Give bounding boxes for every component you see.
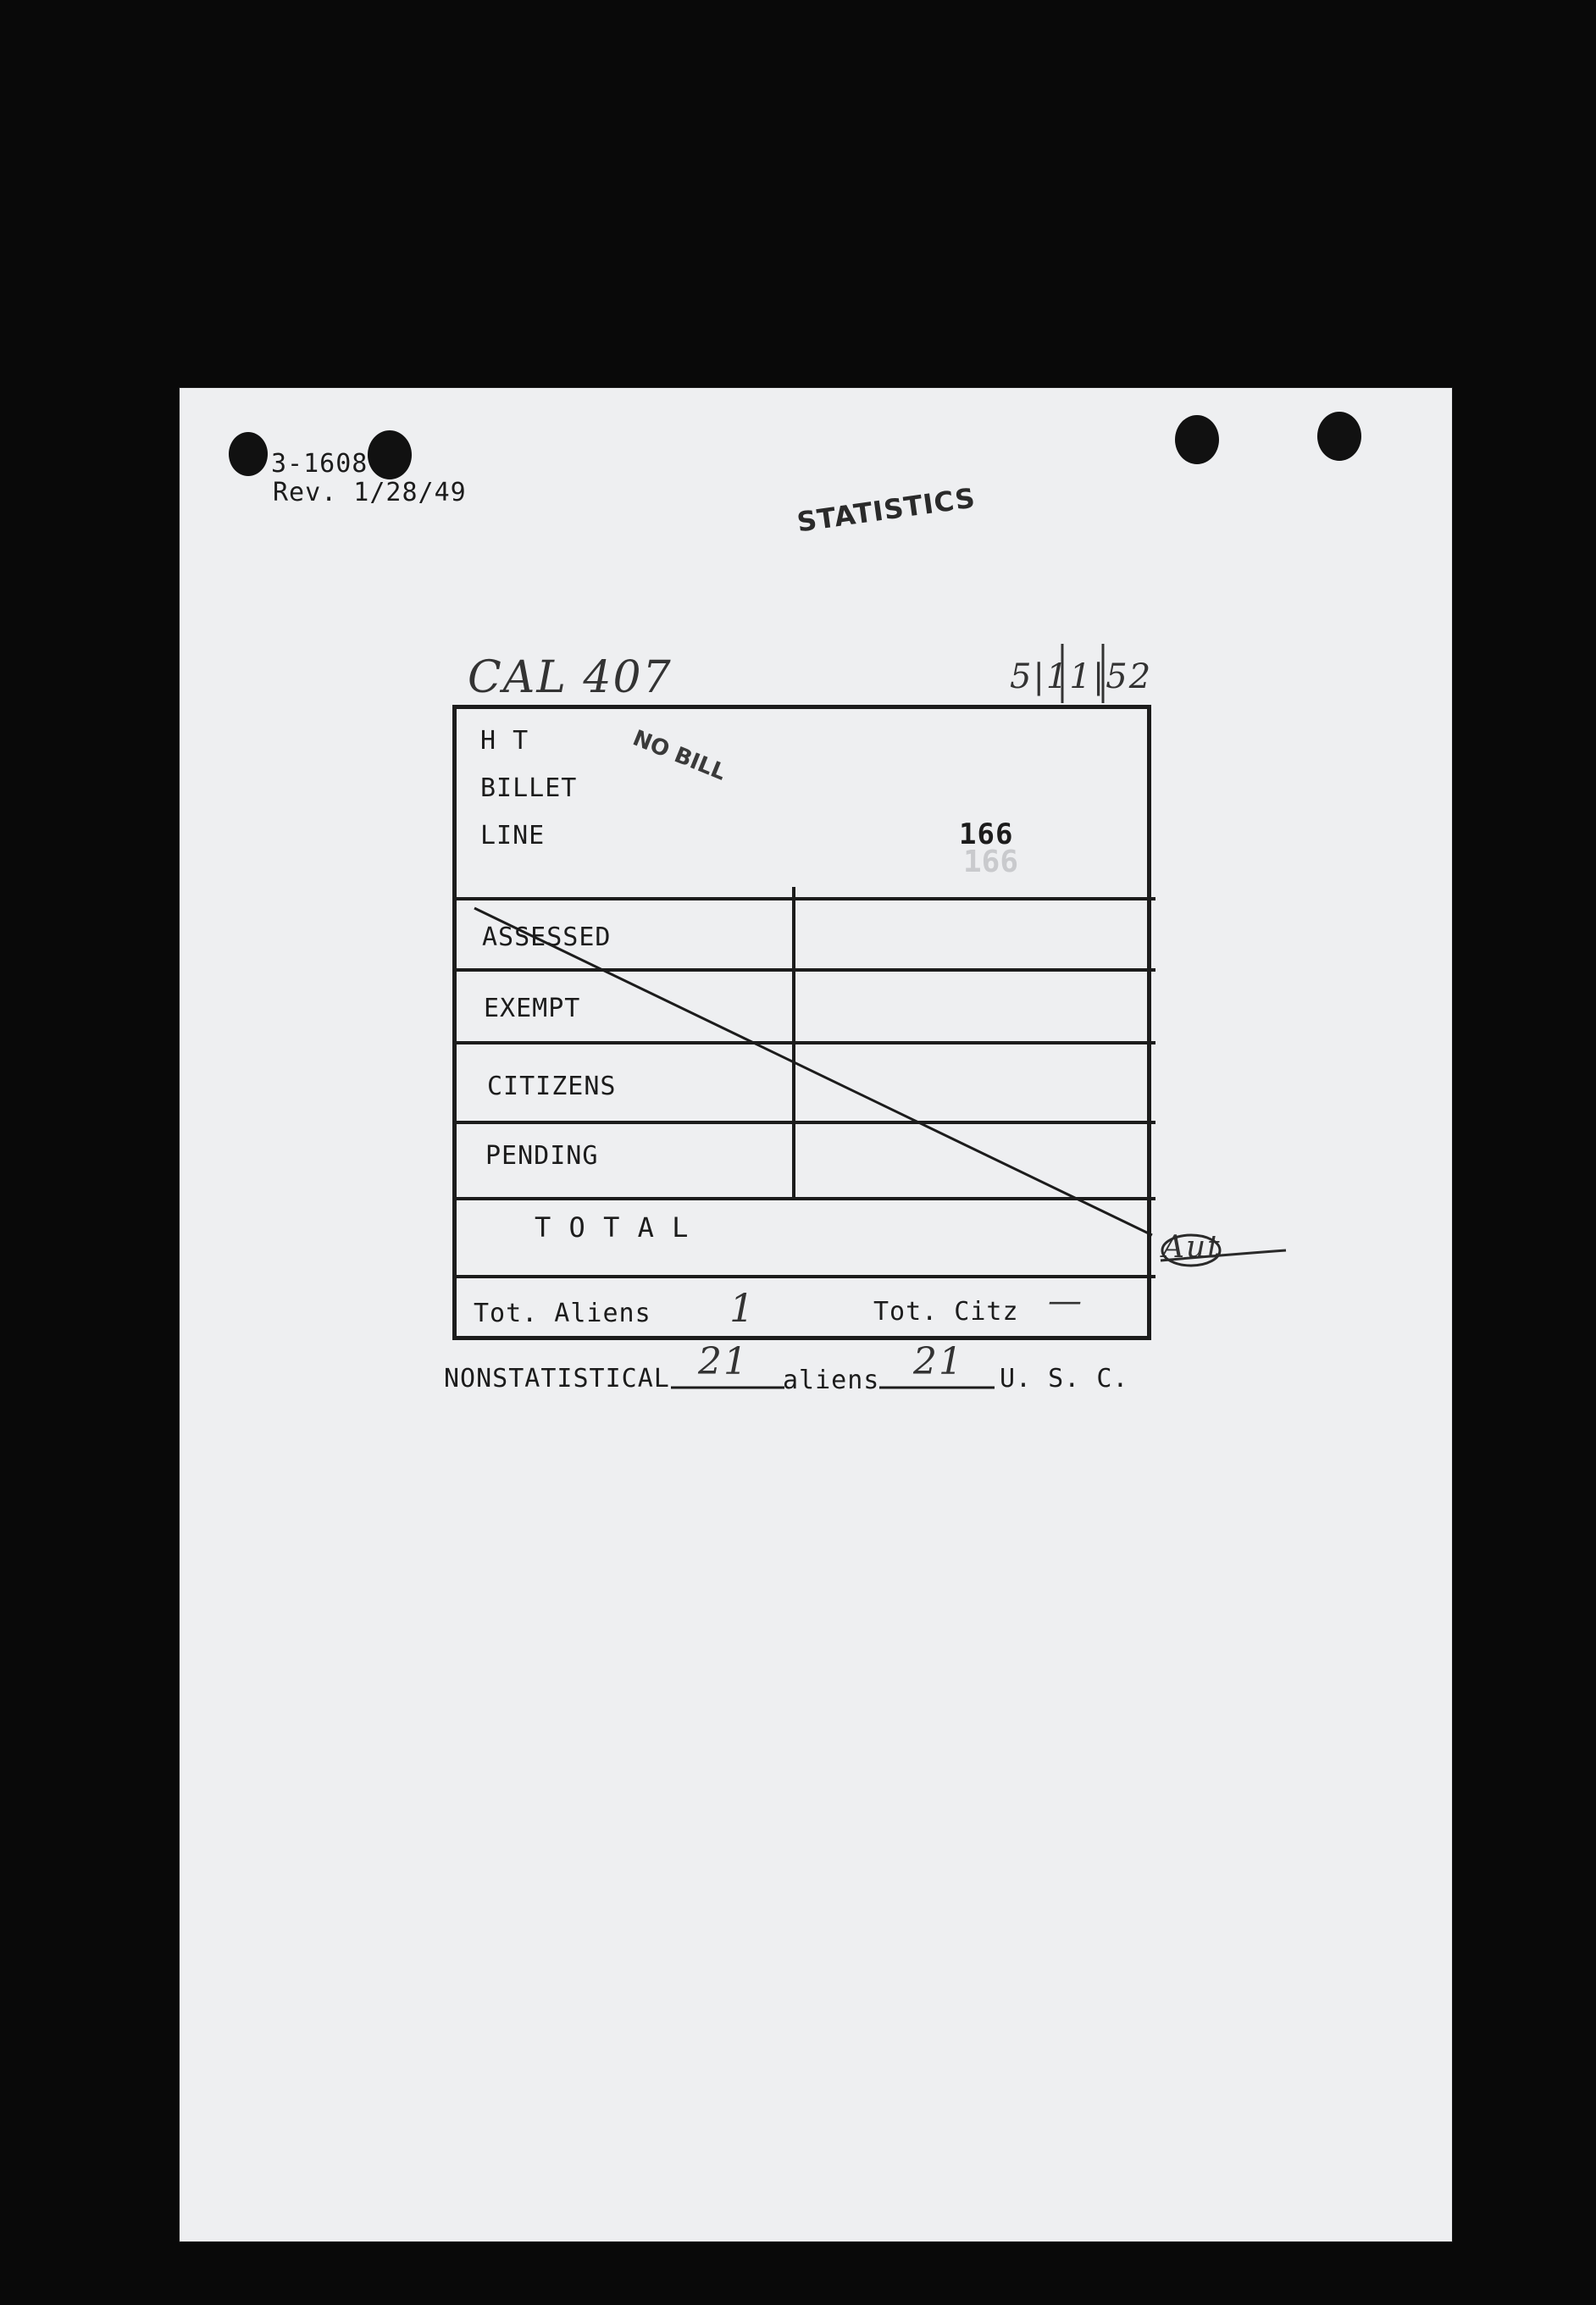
initials-loop xyxy=(1162,1235,1220,1266)
citizens-label: CITIZENS xyxy=(487,1072,617,1101)
assessed-label: ASSESSED xyxy=(482,923,612,952)
usc-label: U. S. C. xyxy=(1000,1364,1129,1394)
nonstat-aliens-value: 21 xyxy=(698,1340,749,1383)
statistics-stamp: STATISTICS xyxy=(795,481,978,539)
tot-aliens-value: 1 xyxy=(729,1285,756,1331)
handwritten-reference: CAL 407 xyxy=(468,652,673,703)
tot-citizens-label: Tot. Citz xyxy=(873,1297,1019,1327)
tot-aliens-label: Tot. Aliens xyxy=(474,1299,651,1328)
aliens-label: aliens xyxy=(783,1366,880,1395)
form-number: 3-1608 xyxy=(271,449,369,479)
pending-label: PENDING xyxy=(485,1141,599,1171)
exempt-label: EXEMPT xyxy=(484,994,581,1023)
handwritten-date: 5|11|52 xyxy=(1010,657,1153,696)
line-label: LINE xyxy=(480,821,546,851)
nonstatistical-label: NONSTATISTICAL xyxy=(444,1364,670,1394)
initials-underline xyxy=(1161,1250,1286,1261)
billet-label: BILLET xyxy=(480,773,578,803)
nonstat-usc-value: 21 xyxy=(913,1340,964,1383)
document-page xyxy=(180,388,1452,2241)
handwritten-initials: Aut xyxy=(1162,1230,1222,1265)
pen-marks xyxy=(180,388,1452,2241)
cross-out-stroke xyxy=(474,908,1152,1235)
no-bill-stamp: NO BILL xyxy=(629,725,729,786)
line-value-bleed: 166 xyxy=(963,845,1019,879)
form-revision: Rev. 1/28/49 xyxy=(273,478,467,507)
tot-citizens-value: — xyxy=(1048,1282,1083,1321)
ht-label: H T xyxy=(480,726,529,756)
total-label: T O T A L xyxy=(535,1211,690,1244)
line-value: 166 xyxy=(959,817,1014,851)
